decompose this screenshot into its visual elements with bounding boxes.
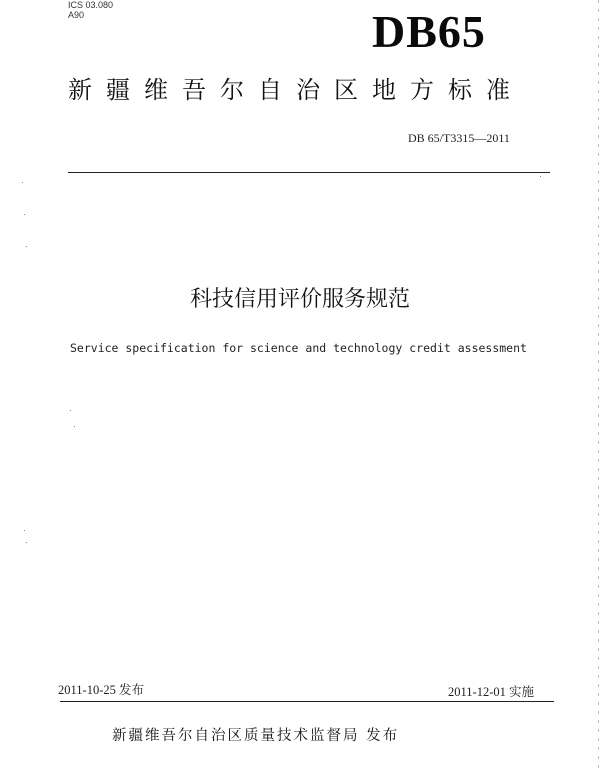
- ccs-code: A90: [68, 10, 85, 20]
- standard-series-code: DB65: [372, 6, 486, 57]
- scan-edge: [598, 0, 599, 768]
- issuing-organization-title: 新疆维吾尔自治区地方标准: [68, 76, 524, 104]
- document-title-english: Service specification for science and technology credit assessment: [70, 341, 527, 355]
- header-divider: [68, 172, 550, 173]
- implementation-date: 2011-12-01 实施: [448, 685, 534, 699]
- issuing-authority: 新疆维吾尔自治区质量技术监督局 发布: [112, 728, 400, 744]
- document-title-chinese: 科技信用评价服务规范: [189, 287, 410, 312]
- ics-code: ICS 03.080: [68, 0, 114, 10]
- standard-number: DB 65/T3315—2011: [408, 131, 510, 145]
- classification-codes: [68, 0, 113, 20]
- issue-date: 2011-10-25 发布: [58, 683, 144, 697]
- footer-divider: [60, 701, 554, 702]
